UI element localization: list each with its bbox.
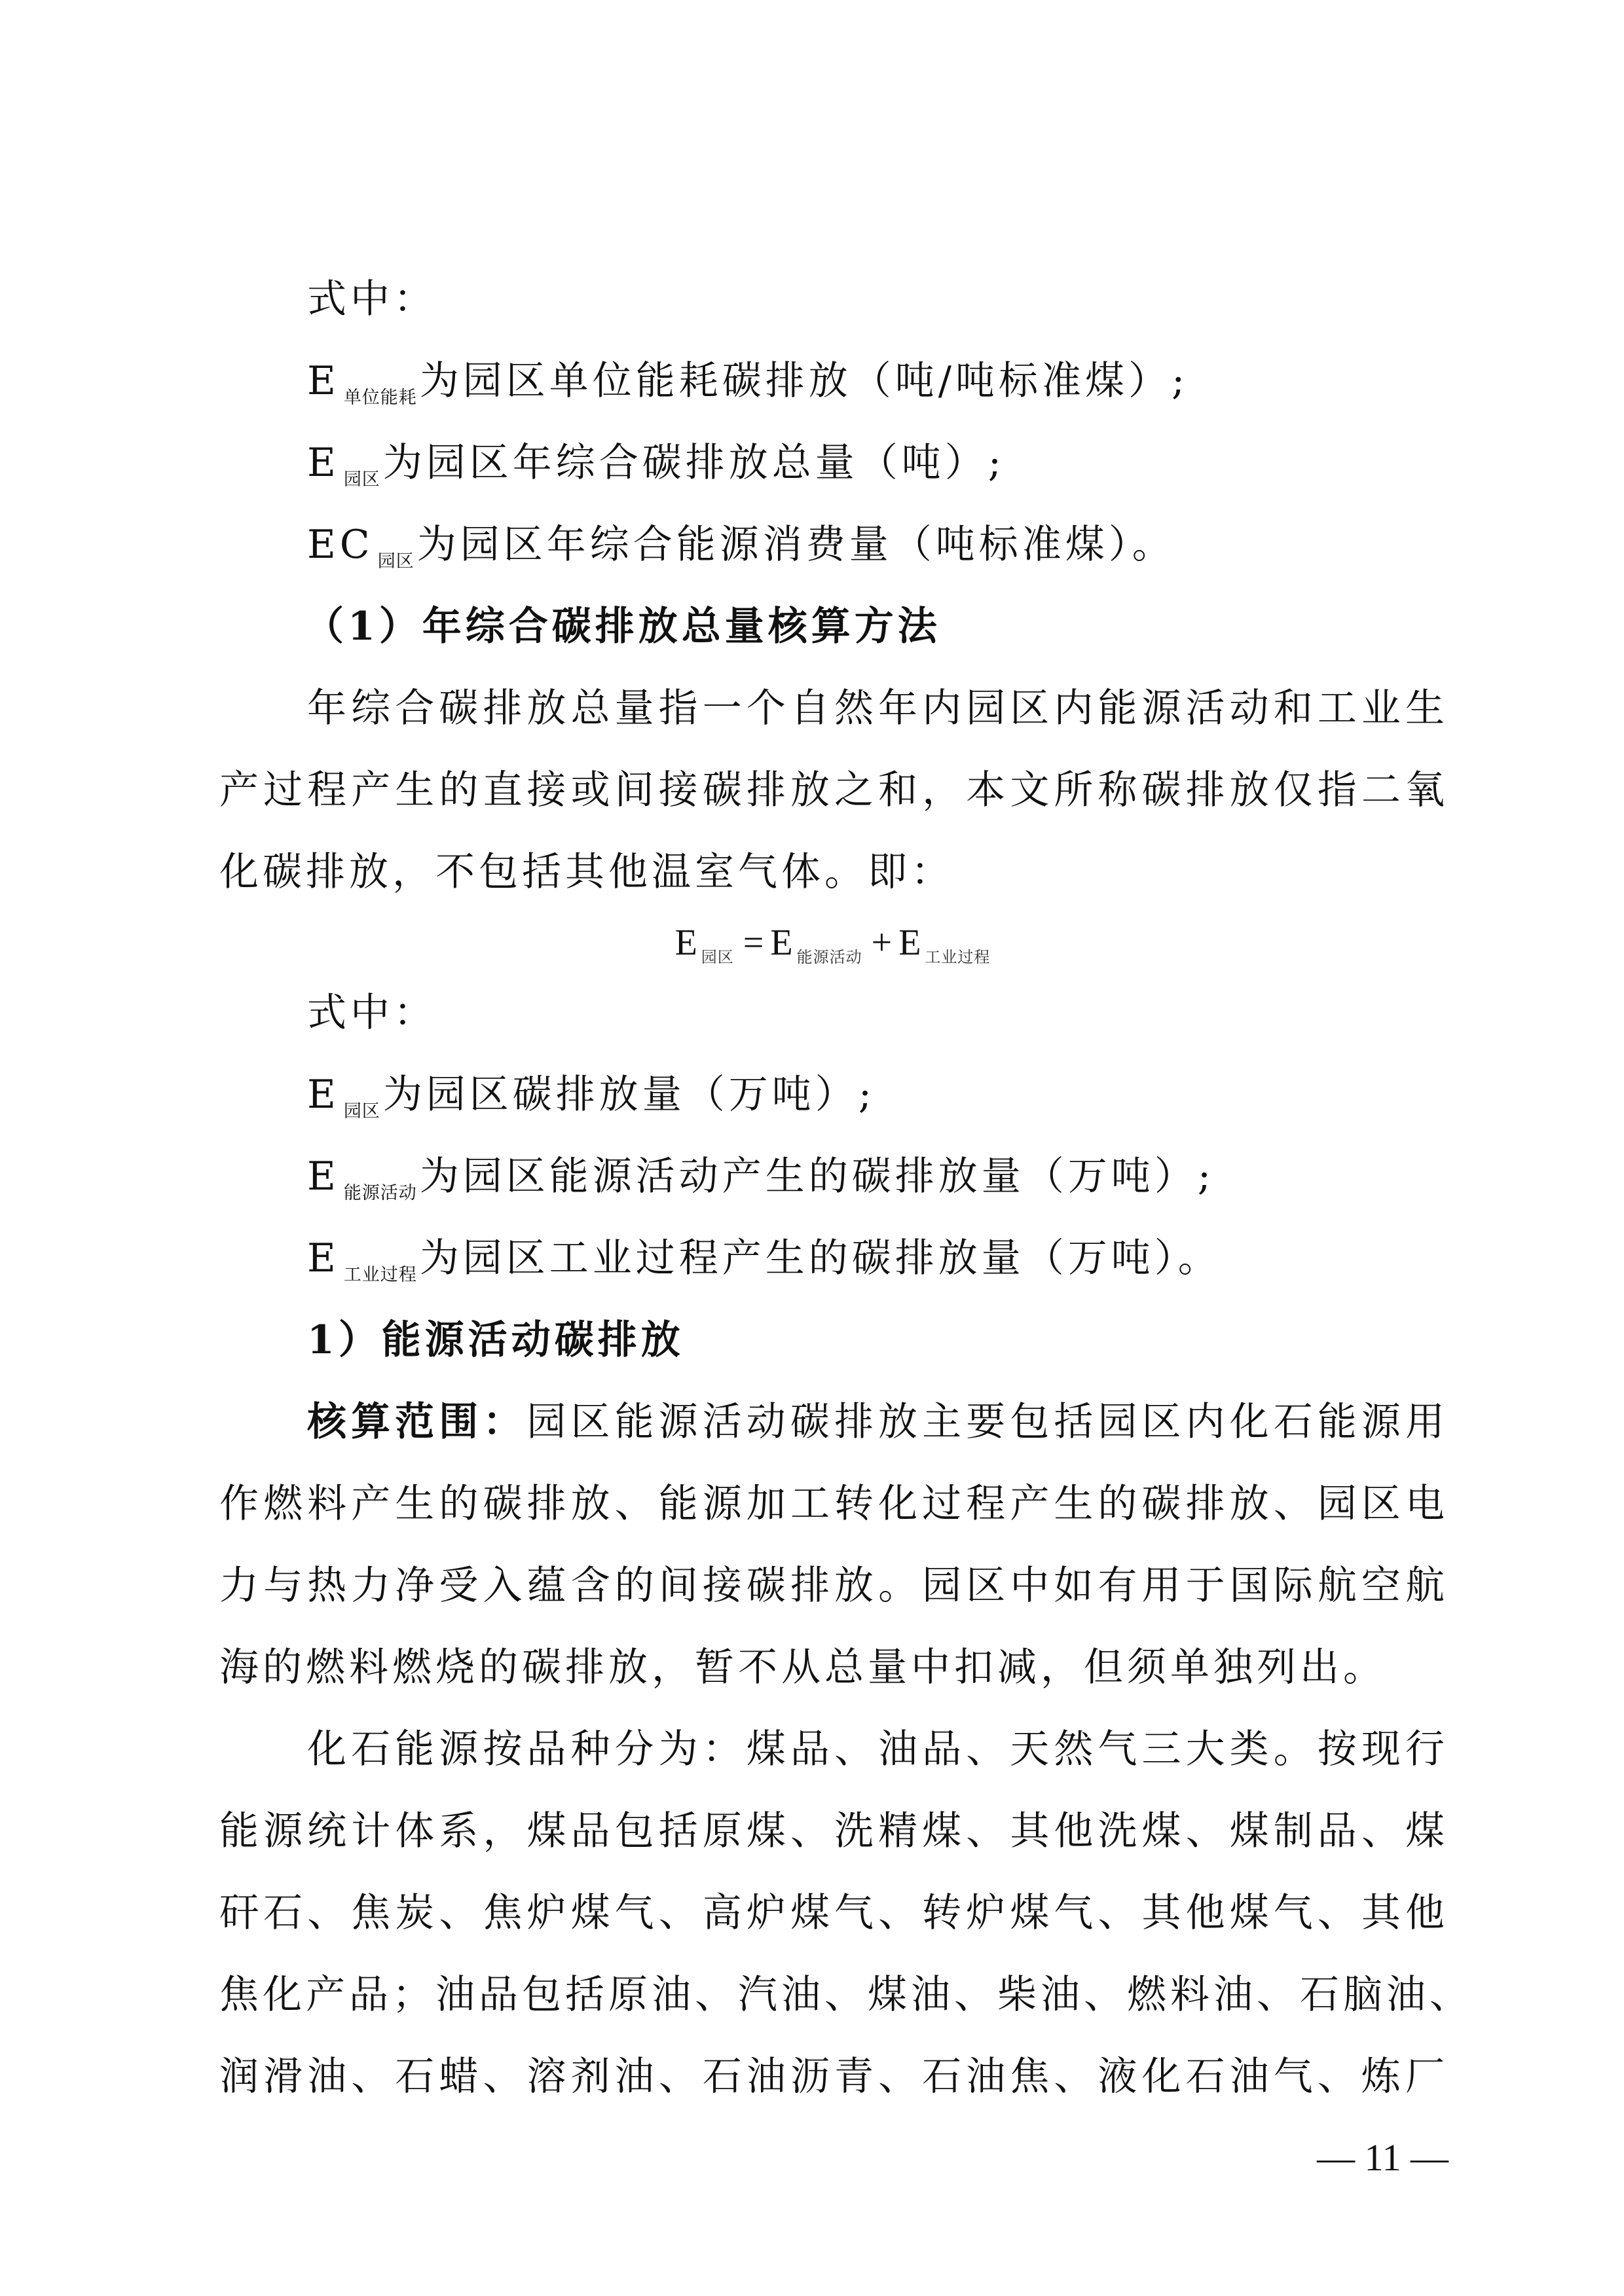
definition-line: EC $_{园区}$为园区年综合能源消费量（吨标准煤）。 <box>307 522 1175 572</box>
paragraph-line: 润滑油、石蜡、溶剂油、石油沥青、石油焦、液化石油气、炼厂 <box>219 2054 1449 2100</box>
page-number: — 11 — <box>1317 2136 1449 2179</box>
definition-line: E $_{单位能耗}$为园区单位能耗碳排放（吨/吨标准煤）; <box>307 358 1189 408</box>
where-label: 式中： <box>307 276 437 322</box>
scope-label: 核算范围： <box>307 1399 527 1445</box>
section-heading: （1）年综合碳排放总量核算方法 <box>304 604 941 649</box>
paragraph-line: 矸石、焦炭、焦炉煤气、高炉煤气、转炉煤气、其他煤气、其他 <box>219 1890 1449 1936</box>
paragraph-line: 海的燃料燃烧的碳排放，暂不从总量中扣减，但须单独列出。 <box>219 1645 1386 1690</box>
definition-line: E $_{园区}$为园区年综合碳排放总量（吨）; <box>307 440 1006 490</box>
definition-line: E $_{能源活动}$为园区能源活动产生的碳排放量（万吨）; <box>307 1154 1215 1203</box>
paragraph-line: 化石能源按品种分为：煤品、油品、天然气三大类。按现行 <box>307 1726 1449 1772</box>
paragraph-line: 年综合碳排放总量指一个自然年内园区内能源活动和工业生 <box>307 685 1449 731</box>
equation: E $_{园区}$ = E $_{能源活动}$ + E $_{工业过程}$ <box>674 922 991 966</box>
paragraph-line: 产过程产生的直接或间接碳排放之和，本文所称碳排放仅指二氧 <box>219 767 1449 813</box>
paragraph-line: 化碳排放，不包括其他温室气体。即： <box>219 849 954 895</box>
paragraph-line: 能源统计体系，煤品包括原煤、洗精煤、其他洗煤、煤制品、煤 <box>219 1808 1449 1854</box>
subsection-heading: 1）能源活动碳排放 <box>307 1317 684 1363</box>
paragraph-line: 焦化产品；油品包括原油、汽油、煤油、柴油、燃料油、石脑油、 <box>219 1972 1473 2018</box>
definition-line: E $_{工业过程}$为园区工业过程产生的碳排放量（万吨）。 <box>307 1235 1221 1285</box>
paragraph-line: 核算范围：园区能源活动碳排放主要包括园区内化石能源用 <box>307 1399 1449 1445</box>
definition-line: E $_{园区}$为园区碳排放量（万吨）; <box>307 1072 876 1121</box>
document-page <box>219 259 1473 2118</box>
where-label: 式中： <box>307 990 437 1036</box>
paragraph-line: 作燃料产生的碳排放、能源加工转化过程产生的碳排放、园区电 <box>219 1481 1449 1527</box>
paragraph-line: 力与热力净受入蕴含的间接碳排放。园区中如有用于国际航空航 <box>219 1563 1449 1609</box>
